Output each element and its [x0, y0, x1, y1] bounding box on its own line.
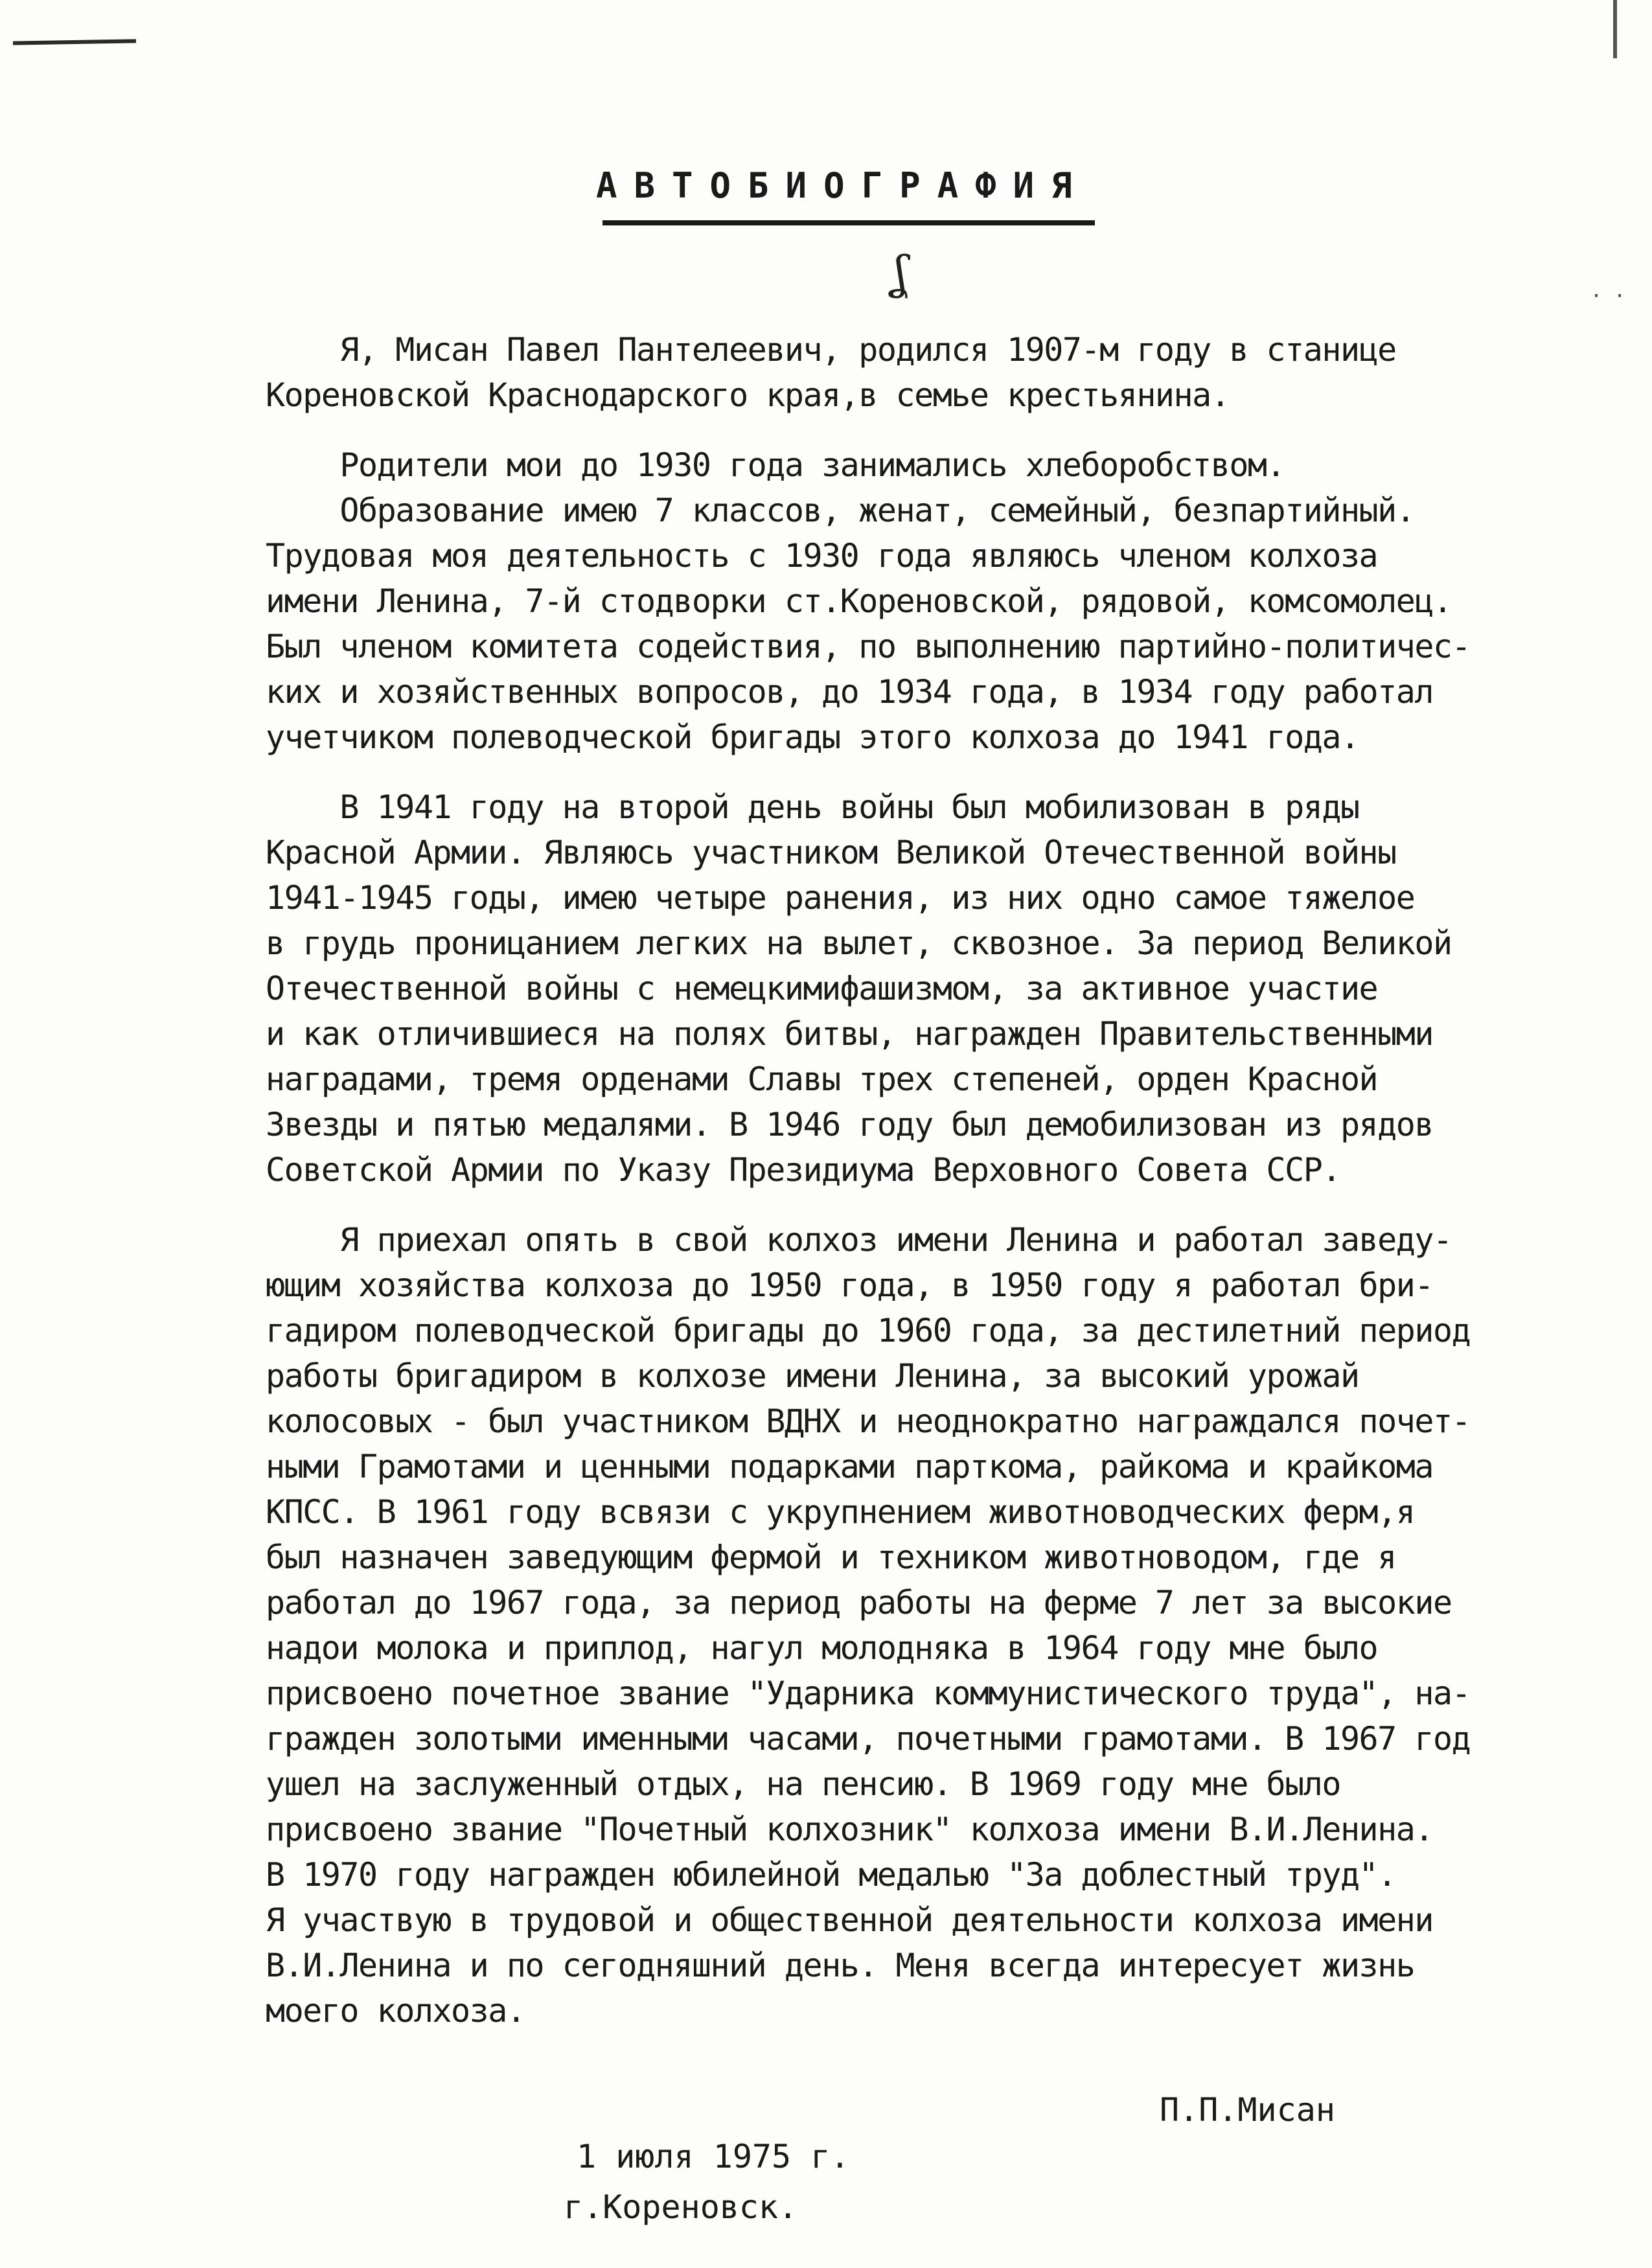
text-line: В 1970 году награжден юбилейной медалью "За доблестный труд".	[266, 1856, 1396, 1894]
text-line: В.И.Ленина и по сегодняшний день. Меня всегда интересует жизнь	[266, 1947, 1415, 1984]
text-line: гражден золотыми именными часами, почетными грамотами. В 1967 год	[266, 1720, 1471, 1758]
text-line: присвоено звание "Почетный колхозник" колхоза имени В.И.Ленина.	[266, 1811, 1433, 1848]
text-line: Я участвую в трудовой и общественной деятельности колхоза имени	[266, 1901, 1433, 1939]
scan-speckle: · ·	[1590, 285, 1626, 308]
text-line: работы бригадиром в колхозе имени Ленина, за высокий урожай	[266, 1357, 1359, 1395]
paragraph-gap	[266, 1193, 1574, 1217]
text-line: 1941-1945 годы, имею четыре ранения, из них одно самое тяжелое	[266, 879, 1415, 917]
signature-date: 1 июля 1975 г.	[577, 2138, 850, 2175]
text-line: наградами, тремя орденами Славы трех степеней, орден Красной	[266, 1060, 1378, 1098]
text-line: и как отличившиеся на полях битвы, награжден Правительственными	[266, 1015, 1433, 1053]
text-line: присвоено почетное звание "Ударника коммунистического труда", на-	[266, 1675, 1471, 1712]
text-line: ющим хозяйства колхоза до 1950 года, в 1950 году я работал бри-	[266, 1266, 1433, 1304]
text-line: Я, Мисан Павел Пантелеевич, родился 1907-м году в станице	[266, 331, 1396, 369]
title-underline	[602, 220, 1095, 225]
text-line: гадиром полеводческой бригады до 1960 года, за дестилетний период	[266, 1312, 1471, 1349]
text-line: колосовых - был участником ВДНХ и неоднократно награждался почет-	[266, 1403, 1471, 1440]
text-line: Кореновской Краснодарского края,в семье крестьянина.	[266, 376, 1230, 414]
text-line: ких и хозяйственных вопросов, до 1934 года, в 1934 году работал	[266, 673, 1433, 711]
text-line: Отечественной войны с немецкимифашизмом, за активное участие	[266, 970, 1378, 1007]
text-line: работал до 1967 года, за период работы на ферме 7 лет за высокие	[266, 1584, 1452, 1621]
text-line: Звезды и пятью медалями. В 1946 году был демобилизован из рядов	[266, 1106, 1433, 1143]
text-line: ушел на заслуженный отдых, на пенсию. В 1969 году мне было	[266, 1765, 1340, 1803]
autobiography-text	[266, 327, 1574, 2033]
text-line: Образование имею 7 классов, женат, семейный, безпартийный.	[266, 492, 1415, 529]
signature-name: П.П.Мисан	[1160, 2091, 1335, 2129]
text-line: Советской Армии по Указу Президиума Верховного Совета ССР.	[266, 1151, 1340, 1189]
scan-edge-mark	[1613, 0, 1617, 58]
signature-place: г.Кореновск.	[564, 2188, 798, 2226]
text-line: в грудь проницанием легких на вылет, сквозное. За период Великой	[266, 924, 1452, 962]
paragraph-gap	[266, 418, 1574, 442]
text-line: Я приехал опять в свой колхоз имени Ленина и работал заведу-	[266, 1221, 1452, 1259]
text-line: В 1941 году на второй день войны был мобилизован в ряды	[266, 788, 1359, 826]
text-line: ными Грамотами и ценными подарками парткома, райкома и крайкома	[266, 1448, 1433, 1485]
text-line: надои молока и приплод, нагул молодняка в 1964 году мне было	[266, 1629, 1378, 1667]
text-line: имени Ленина, 7-й стодворки ст.Кореновской, рядовой, комсомолец.	[266, 582, 1452, 620]
text-line: Красной Армии. Являюсь участником Великой Отечественной войны	[266, 834, 1396, 871]
text-line: учетчиком полеводческой бригады этого колхоза до 1941 года.	[266, 718, 1359, 756]
text-line: Родители мои до 1930 года занимались хлеборобством.	[266, 446, 1285, 484]
text-line: Трудовая моя деятельность с 1930 года являюсь членом колхоза	[266, 537, 1378, 575]
document-title: АВТОБИОГРАФИЯ	[596, 165, 1089, 206]
handwritten-pen-mark: ʆ	[893, 246, 908, 299]
scan-edge-mark	[13, 39, 136, 45]
text-line: моего колхоза.	[266, 1992, 525, 2030]
text-line: был назначен заведующим фермой и техником животноводом, где я	[266, 1539, 1396, 1576]
text-line: Был членом комитета содействия, по выполнению партийно-политичес-	[266, 628, 1471, 665]
paragraph-gap	[266, 760, 1574, 785]
text-line: КПСС. В 1961 году всвязи с укрупнением животноводческих ферм,я	[266, 1493, 1415, 1531]
